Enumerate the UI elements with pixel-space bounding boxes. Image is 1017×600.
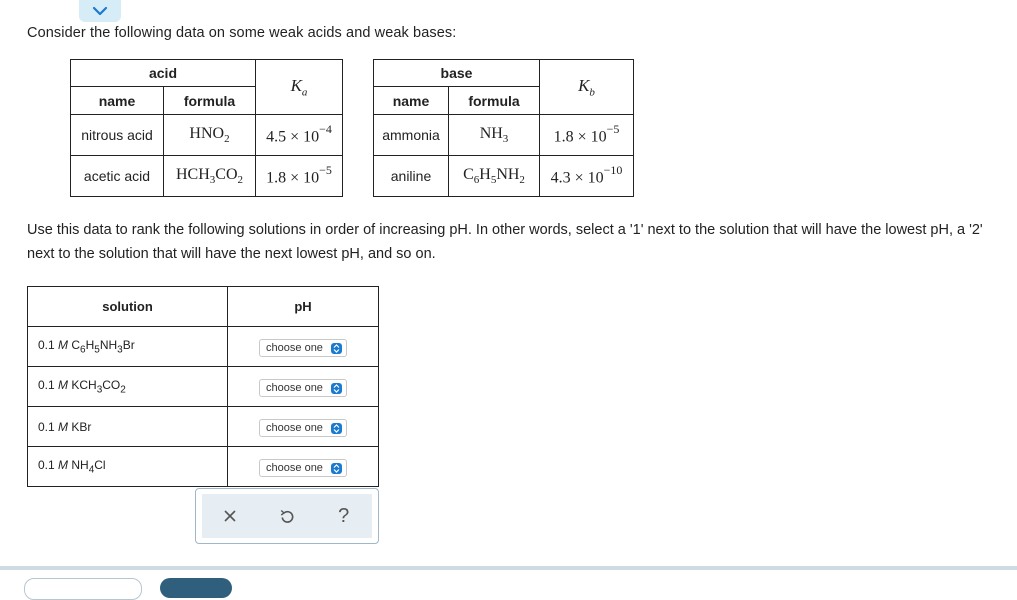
acid-name-header: name [71, 87, 164, 115]
secondary-action-button[interactable] [24, 578, 142, 600]
ranking-table [27, 286, 379, 487]
undo-icon [279, 508, 295, 524]
answer-toolbar [195, 488, 379, 544]
select-arrows-icon [331, 383, 342, 394]
primary-action-button[interactable] [160, 578, 232, 598]
ka-value-nitrous: $4.5 \times 10^{-4}$ [256, 115, 343, 156]
solution-label: 0.1 M $KCH_3CO_2$ [28, 367, 228, 407]
ph-rank-select[interactable]: choose one [259, 459, 347, 477]
base-formula-header: formula [449, 87, 540, 115]
help-button[interactable] [329, 501, 359, 531]
solution-header: solution [28, 287, 228, 327]
select-arrows-icon [331, 343, 342, 354]
acid-name-acetic: acetic acid [71, 156, 164, 197]
table-row [28, 447, 379, 487]
ph-rank-select[interactable]: choose one [259, 379, 347, 397]
kb-value-aniline: $4.3 \times 10^{-10}$ [540, 156, 634, 197]
help-icon: ? [338, 504, 350, 527]
base-group-header: base [374, 60, 540, 87]
solution-label: 0.1 M $C_6H_5NH_3Br$ [28, 327, 228, 367]
clear-button[interactable] [215, 501, 245, 531]
table-row [28, 367, 379, 407]
select-arrows-icon [331, 463, 342, 474]
acid-table [70, 59, 343, 197]
close-icon [223, 509, 237, 523]
undo-button[interactable] [272, 501, 302, 531]
instructions-text: Use this data to rank the following solutions in order of increasing pH. In other words, select a '1' next to the solution that will have the lowest pH, a '2' next to the solution that will have the next lowest pH, and so on. [27, 222, 983, 262]
acid-formula-header: formula [164, 87, 256, 115]
kb-value-ammonia: $1.8 \times 10^{-5}$ [540, 115, 634, 156]
intro-text: Consider the following data on some weak acids and weak bases: [27, 25, 457, 41]
ph-rank-select[interactable]: choose one [259, 339, 347, 357]
table-row [28, 407, 379, 447]
solution-label: 0.1 M KBr [28, 407, 228, 447]
table-row [28, 327, 379, 367]
acid-formula-acetic: $HCH_3CO_2$ [164, 156, 256, 197]
base-name-header: name [374, 87, 449, 115]
ph-header: pH [228, 287, 379, 327]
chevron-down-icon [92, 6, 108, 16]
solution-label: 0.1 M $NH_4Cl$ [28, 447, 228, 487]
kb-header: $K_b$ [540, 60, 634, 115]
collapse-toggle[interactable] [79, 0, 121, 22]
acid-formula-nitrous: $HNO_2$ [164, 115, 256, 156]
base-name-ammonia: ammonia [374, 115, 449, 156]
select-arrows-icon [331, 423, 342, 434]
base-table [373, 59, 634, 197]
base-formula-aniline: $C_6H_5NH_2$ [449, 156, 540, 197]
ph-rank-select[interactable]: choose one [259, 419, 347, 437]
ka-header: $K_a$ [256, 60, 343, 115]
base-name-aniline: aniline [374, 156, 449, 197]
acid-group-header: acid [71, 60, 256, 87]
acid-name-nitrous: nitrous acid [71, 115, 164, 156]
footer-divider [0, 566, 1017, 570]
ka-value-acetic: $1.8 \times 10^{-5}$ [256, 156, 343, 197]
base-formula-ammonia: $NH_3$ [449, 115, 540, 156]
